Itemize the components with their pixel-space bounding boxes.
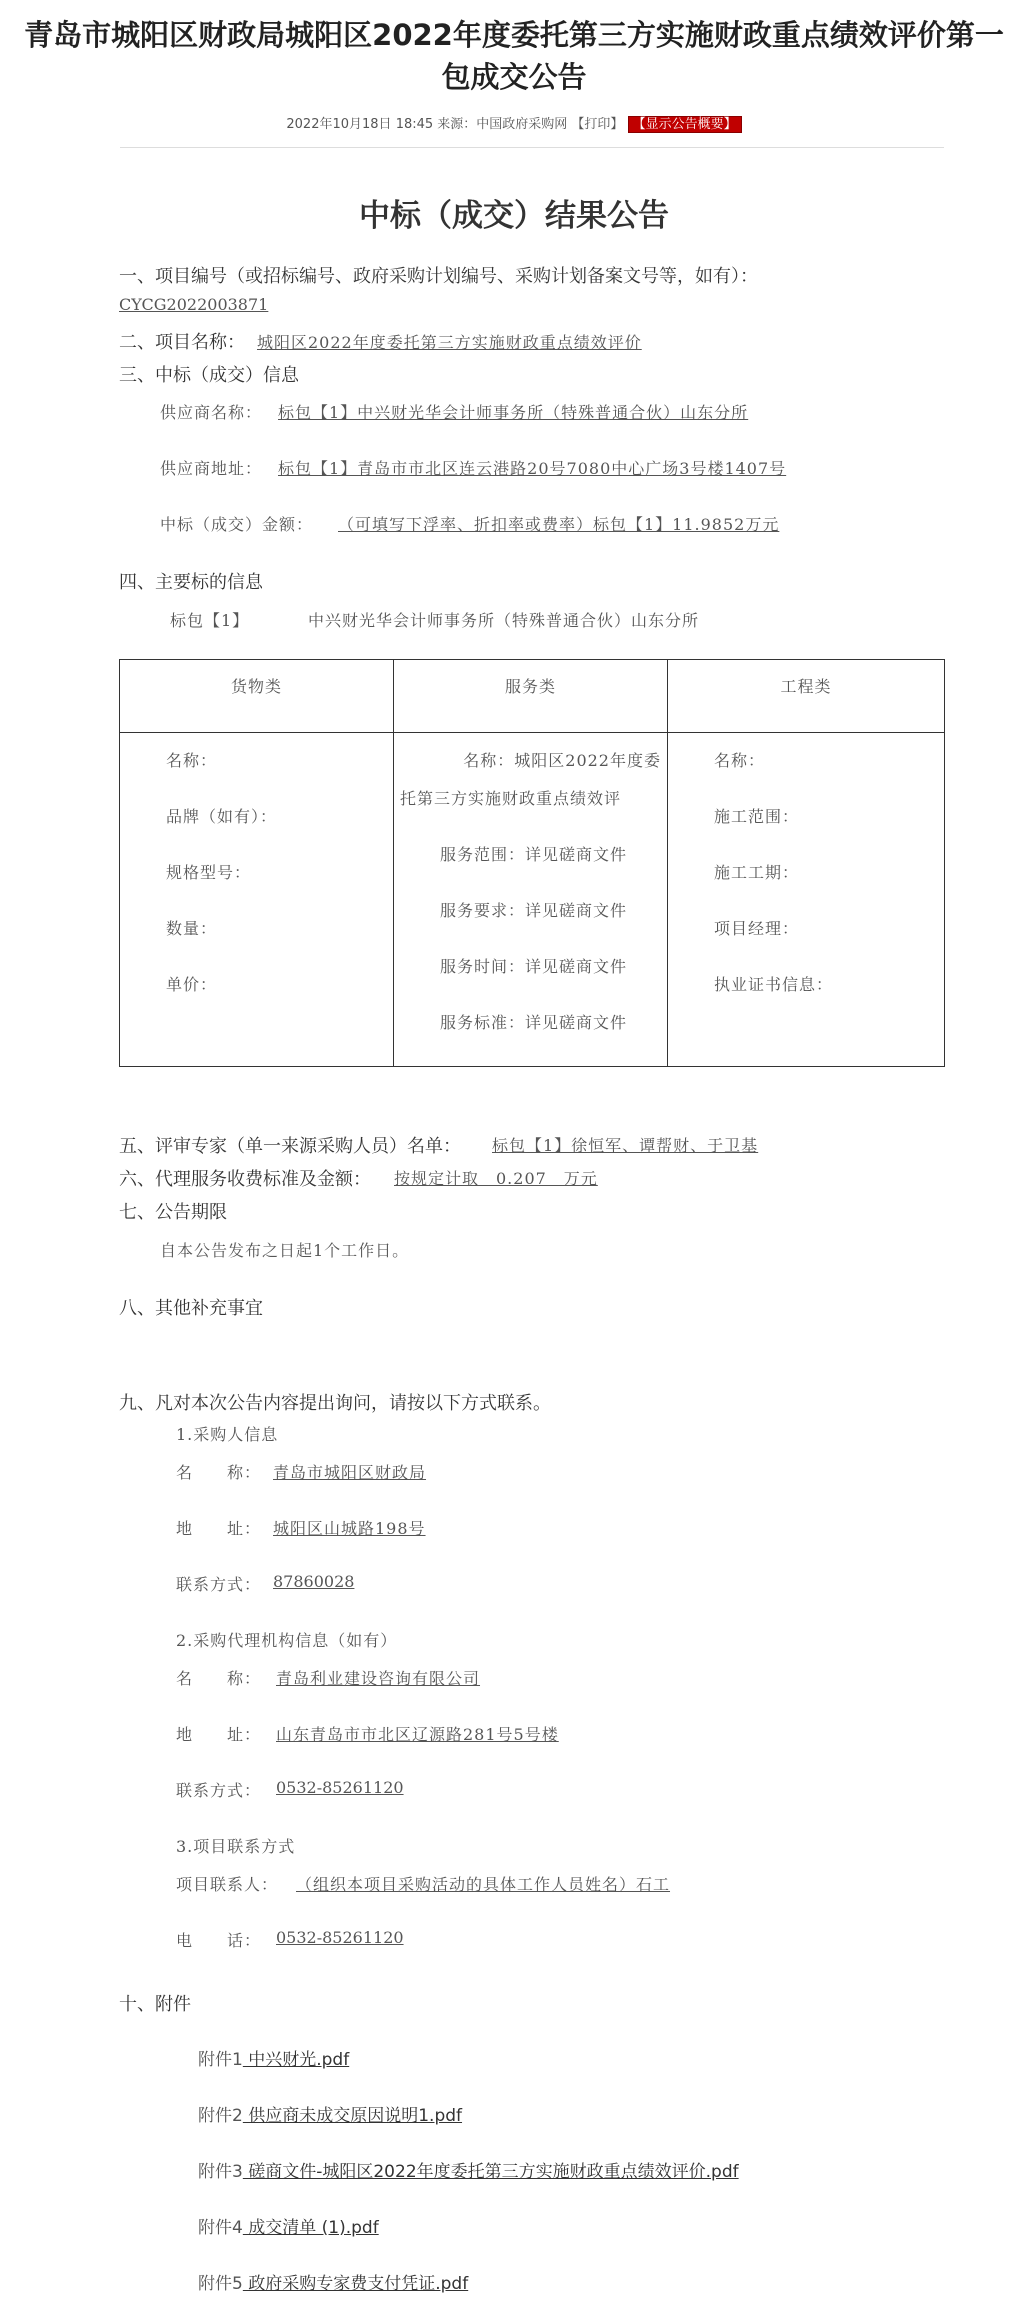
winning-company: 中兴财光华会计师事务所（特殊普通合伙）山东分所 [308, 611, 700, 630]
agency-phone: 0532-85261120 [276, 1778, 404, 1797]
divider [120, 147, 944, 148]
agency-phone-label: 联系方式： [176, 1781, 262, 1800]
agency-address-label: 地 址： [176, 1725, 262, 1744]
section-4-label: 四、主要标的信息 [119, 572, 263, 593]
publish-info: 2022年10月18日 18:45 来源：中国政府采购网 [286, 117, 572, 132]
attachment-1[interactable] [198, 2045, 349, 2070]
attachment-prefix: 附件1 [198, 2050, 243, 2070]
page-title: 青岛市城阳区财政局城阳区2022年度委托第三方实施财政重点绩效评价第一包成交公告 [24, 18, 1004, 94]
column-goods: 货物类 [120, 660, 394, 733]
service-time: 服务时间：详见磋商文件 [440, 957, 628, 976]
section-9-label: 九、凡对本次公告内容提出询问，请按以下方式联系。 [119, 1393, 551, 1414]
goods-model: 规格型号： [166, 863, 252, 882]
supplier-address-label: 供应商地址： [160, 459, 263, 478]
notice-period: 自本公告发布之日起1个工作日。 [160, 1241, 410, 1260]
service-standard: 服务标准：详见磋商文件 [440, 1013, 628, 1032]
service-cell [394, 733, 668, 1067]
attachment-prefix: 附件3 [198, 2162, 243, 2182]
buyer-address-label: 地 址： [176, 1519, 262, 1538]
section-6-label: 六、代理服务收费标准及金额： [119, 1169, 371, 1190]
review-experts: 标包【1】徐恒军、谭帮财、于卫基 [492, 1136, 759, 1155]
amount-label: 中标（成交）金额： [160, 515, 314, 534]
supplier-name: 标包【1】中兴财光华会计师事务所（特殊普通合伙）山东分所 [278, 403, 749, 422]
attachment-link[interactable]: 政府采购专家费支付凭证.pdf [242, 2274, 469, 2294]
engineering-name: 名称： [714, 751, 766, 770]
publish-meta [0, 113, 1028, 132]
attachment-4[interactable] [198, 2213, 379, 2238]
project-contact-title: 3.项目联系方式 [176, 1837, 296, 1856]
section-10-label: 十、附件 [119, 1994, 191, 2015]
project-contact-label: 项目联系人： [176, 1875, 279, 1894]
service-requirement: 服务要求：详见磋商文件 [440, 901, 628, 920]
attachment-link[interactable]: 磋商文件-城阳区2022年度委托第三方实施财政重点绩效评价.pdf [242, 2162, 739, 2182]
project-phone-label: 电 话： [176, 1931, 262, 1950]
goods-name: 名称： [166, 751, 218, 770]
buyer-info-title: 1.采购人信息 [176, 1425, 279, 1444]
agency-address: 山东青岛市市北区辽源路281号5号楼 [276, 1725, 559, 1744]
section-8-label: 八、其他补充事宜 [119, 1298, 263, 1319]
buyer-phone-label: 联系方式： [176, 1575, 262, 1594]
attachment-link[interactable]: 供应商未成交原因说明1.pdf [242, 2106, 463, 2126]
buyer-address: 城阳区山城路198号 [273, 1519, 426, 1538]
agency-fee: 按规定计取 0.207 万元 [394, 1169, 598, 1188]
license-info: 执业证书信息： [714, 975, 834, 994]
project-manager: 项目经理： [714, 919, 800, 938]
project-phone: 0532-85261120 [276, 1928, 404, 1947]
buyer-name: 青岛市城阳区财政局 [273, 1463, 427, 1482]
goods-brand: 品牌（如有）： [166, 807, 278, 826]
service-name: 名称：城阳区2022年度委 [463, 751, 661, 770]
attachment-3[interactable] [198, 2157, 739, 2182]
attachment-prefix: 附件4 [198, 2218, 243, 2238]
section-1-label: 一、项目编号（或招标编号、政府采购计划编号、采购计划备案文号等，如有）： [119, 266, 758, 287]
engineering-duration: 施工工期： [714, 863, 800, 882]
service-scope: 服务范围：详见磋商文件 [440, 845, 628, 864]
buyer-phone: 87860028 [273, 1572, 355, 1591]
engineering-cell [668, 733, 945, 1067]
package-label: 标包【1】 [170, 611, 250, 630]
attachment-5[interactable] [198, 2269, 468, 2294]
attachment-link[interactable]: 成交清单 (1).pdf [242, 2218, 379, 2238]
award-amount: （可填写下浮率、折扣率或费率）标包【1】11.9852万元 [338, 515, 780, 534]
attachment-link[interactable]: 中兴财光.pdf [242, 2050, 350, 2070]
column-service: 服务类 [394, 660, 668, 733]
section-2-label: 二、项目名称： [119, 332, 245, 353]
show-summary-button[interactable]: 【显示公告概要】 [628, 116, 742, 133]
attachment-2[interactable] [198, 2101, 462, 2126]
section-5-label: 五、评审专家（单一来源采购人员）名单： [119, 1136, 461, 1157]
supplier-name-label: 供应商名称： [160, 403, 263, 422]
project-contact: （组织本项目采购活动的具体工作人员姓名）石工 [296, 1875, 671, 1894]
project-name: 城阳区2022年度委托第三方实施财政重点绩效评价 [257, 333, 642, 352]
attachment-prefix: 附件5 [198, 2274, 243, 2294]
buyer-name-label: 名 称： [176, 1463, 262, 1482]
column-engineering: 工程类 [668, 660, 945, 733]
agency-info-title: 2.采购代理机构信息（如有） [176, 1631, 398, 1650]
goods-quantity: 数量： [166, 919, 218, 938]
goods-unit-price: 单价： [166, 975, 218, 994]
project-number: CYCG2022003871 [119, 295, 269, 314]
attachment-prefix: 附件2 [198, 2106, 243, 2126]
section-7-label: 七、公告期限 [119, 1202, 227, 1223]
goods-cell [120, 733, 394, 1067]
announcement-heading: 中标（成交）结果公告 [359, 198, 669, 234]
subject-matter-table [119, 659, 945, 1067]
print-link[interactable]: 【打印】 [571, 117, 624, 132]
supplier-address: 标包【1】青岛市市北区连云港路20号7080中心广场3号楼1407号 [278, 459, 787, 478]
agency-name-label: 名 称： [176, 1669, 262, 1688]
agency-name: 青岛利业建设咨询有限公司 [276, 1669, 481, 1688]
service-name-cont: 托第三方实施财政重点绩效评 [400, 789, 622, 808]
section-3-label: 三、中标（成交）信息 [119, 365, 299, 386]
engineering-scope: 施工范围： [714, 807, 800, 826]
